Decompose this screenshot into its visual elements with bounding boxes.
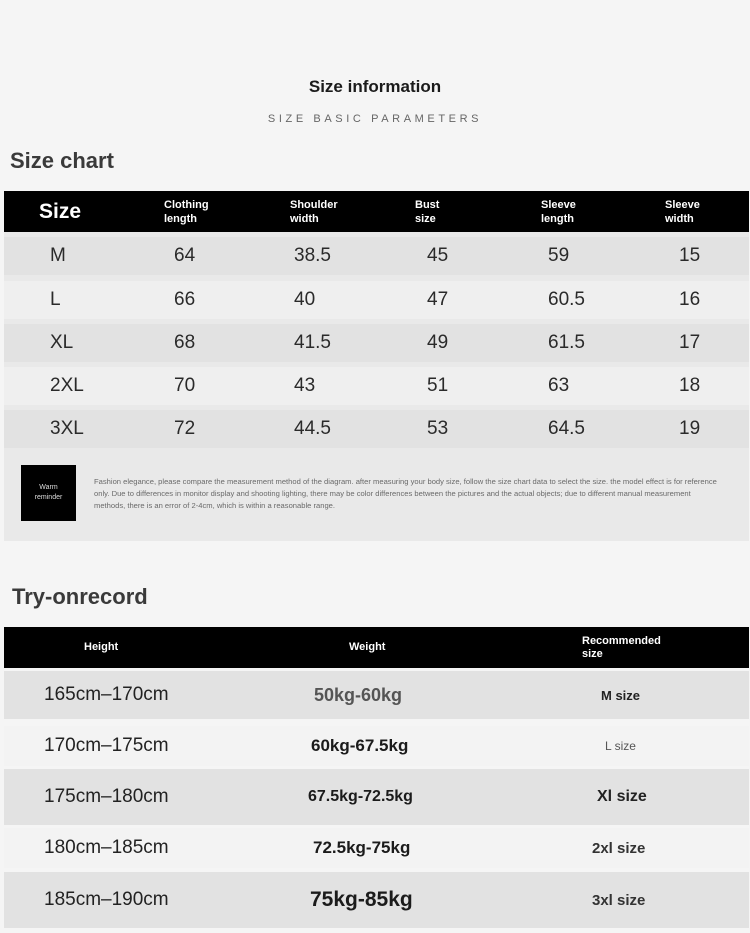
recommended-size-cell: Xl size bbox=[597, 788, 647, 805]
tryon-heading: Try-onrecord bbox=[12, 584, 148, 609]
col-header-sleeve-length: Sleeve length bbox=[541, 198, 576, 225]
table-row bbox=[4, 324, 749, 362]
bust-size-cell: 49 bbox=[427, 332, 449, 353]
clothing-length-cell: 70 bbox=[174, 375, 196, 396]
header-title: Size information bbox=[308, 77, 442, 96]
bust-size-cell: 53 bbox=[427, 418, 449, 439]
size-cell: L bbox=[50, 289, 61, 310]
clothing-length-cell: 72 bbox=[174, 418, 196, 439]
col-header-sleeve-width: Sleeve width bbox=[665, 198, 700, 225]
sleeve-length-cell: 59 bbox=[548, 245, 570, 266]
shoulder-width-cell: 41.5 bbox=[294, 332, 331, 353]
bust-size-cell: 45 bbox=[427, 245, 449, 266]
sleeve-width-cell: 15 bbox=[679, 245, 701, 266]
col-header-size: Size bbox=[39, 199, 82, 223]
sleeve-width-cell: 17 bbox=[679, 332, 701, 353]
sleeve-width-cell: 19 bbox=[679, 418, 701, 439]
clothing-length-cell: 68 bbox=[174, 332, 196, 353]
sleeve-width-cell: 16 bbox=[679, 289, 701, 310]
col-header-weight: Weight bbox=[349, 641, 386, 653]
table-row bbox=[4, 410, 749, 448]
table-row bbox=[4, 726, 749, 766]
recommended-size-cell: M size bbox=[601, 687, 641, 703]
clothing-length-cell: 66 bbox=[174, 289, 196, 310]
weight-cell: 75kg-85kg bbox=[310, 888, 413, 911]
col-header-recommended-size: Recommended size bbox=[582, 634, 661, 660]
table-row bbox=[4, 769, 749, 825]
table-row bbox=[4, 281, 749, 319]
size-cell: 3XL bbox=[50, 418, 84, 439]
height-cell: 185cm–190cm bbox=[44, 889, 169, 910]
size-cell: 2XL bbox=[50, 375, 84, 396]
shoulder-width-cell: 40 bbox=[294, 289, 316, 310]
col-header-bust-size: Bust size bbox=[415, 198, 440, 225]
col-header-clothing-length: Clothing length bbox=[164, 198, 209, 225]
shoulder-width-cell: 44.5 bbox=[294, 418, 331, 439]
size-chart-header bbox=[4, 191, 749, 232]
weight-cell: 60kg-67.5kg bbox=[311, 736, 409, 755]
table-row bbox=[4, 828, 749, 868]
sleeve-width-cell: 18 bbox=[679, 375, 701, 396]
shoulder-width-cell: 38.5 bbox=[294, 245, 331, 266]
weight-cell: 72.5kg-75kg bbox=[313, 838, 411, 857]
weight-cell: 50kg-60kg bbox=[314, 684, 403, 705]
table-row bbox=[4, 237, 749, 275]
table-row bbox=[4, 367, 749, 405]
warm-reminder-text: Fashion elegance, please compare the measurement method of the diagram. after measuring your body size, follow the size chart data to select the size. the model effect is for reference only. Due to differences in monitor display and shooting lighting, there may be color differences between the pictures and the actual objects; due to different manual measurement methods, there is an error of 2-4cm, which is within a reasonable range. bbox=[94, 477, 717, 510]
sleeve-length-cell: 63 bbox=[548, 375, 570, 396]
recommended-size-cell: 2xl size bbox=[592, 839, 646, 857]
warm-reminder-label: Warm reminder bbox=[21, 465, 76, 521]
height-cell: 180cm–185cm bbox=[44, 837, 169, 858]
shoulder-width-cell: 43 bbox=[294, 375, 316, 396]
height-cell: 170cm–175cm bbox=[44, 735, 169, 756]
size-chart-heading: Size chart bbox=[10, 148, 114, 173]
recommended-size-cell: 3xl size bbox=[592, 891, 646, 909]
sleeve-length-cell: 60.5 bbox=[548, 289, 585, 310]
bust-size-cell: 47 bbox=[427, 289, 449, 310]
clothing-length-cell: 64 bbox=[174, 245, 196, 266]
header-subtitle: SIZE BASIC PARAMETERS bbox=[267, 113, 483, 125]
size-cell: XL bbox=[50, 332, 74, 353]
sleeve-length-cell: 64.5 bbox=[548, 418, 585, 439]
height-cell: 165cm–170cm bbox=[44, 684, 169, 705]
weight-cell: 67.5kg-72.5kg bbox=[308, 788, 413, 805]
col-header-height: Height bbox=[84, 641, 119, 653]
recommended-size-cell: L size bbox=[605, 739, 636, 753]
bust-size-cell: 51 bbox=[427, 375, 449, 396]
table-row bbox=[4, 872, 749, 928]
sleeve-length-cell: 61.5 bbox=[548, 332, 585, 353]
table-row bbox=[4, 671, 749, 719]
tryon-header bbox=[4, 627, 749, 668]
col-header-shoulder-width: Shoulder width bbox=[290, 198, 338, 225]
size-cell: M bbox=[50, 245, 66, 266]
height-cell: 175cm–180cm bbox=[44, 786, 169, 807]
